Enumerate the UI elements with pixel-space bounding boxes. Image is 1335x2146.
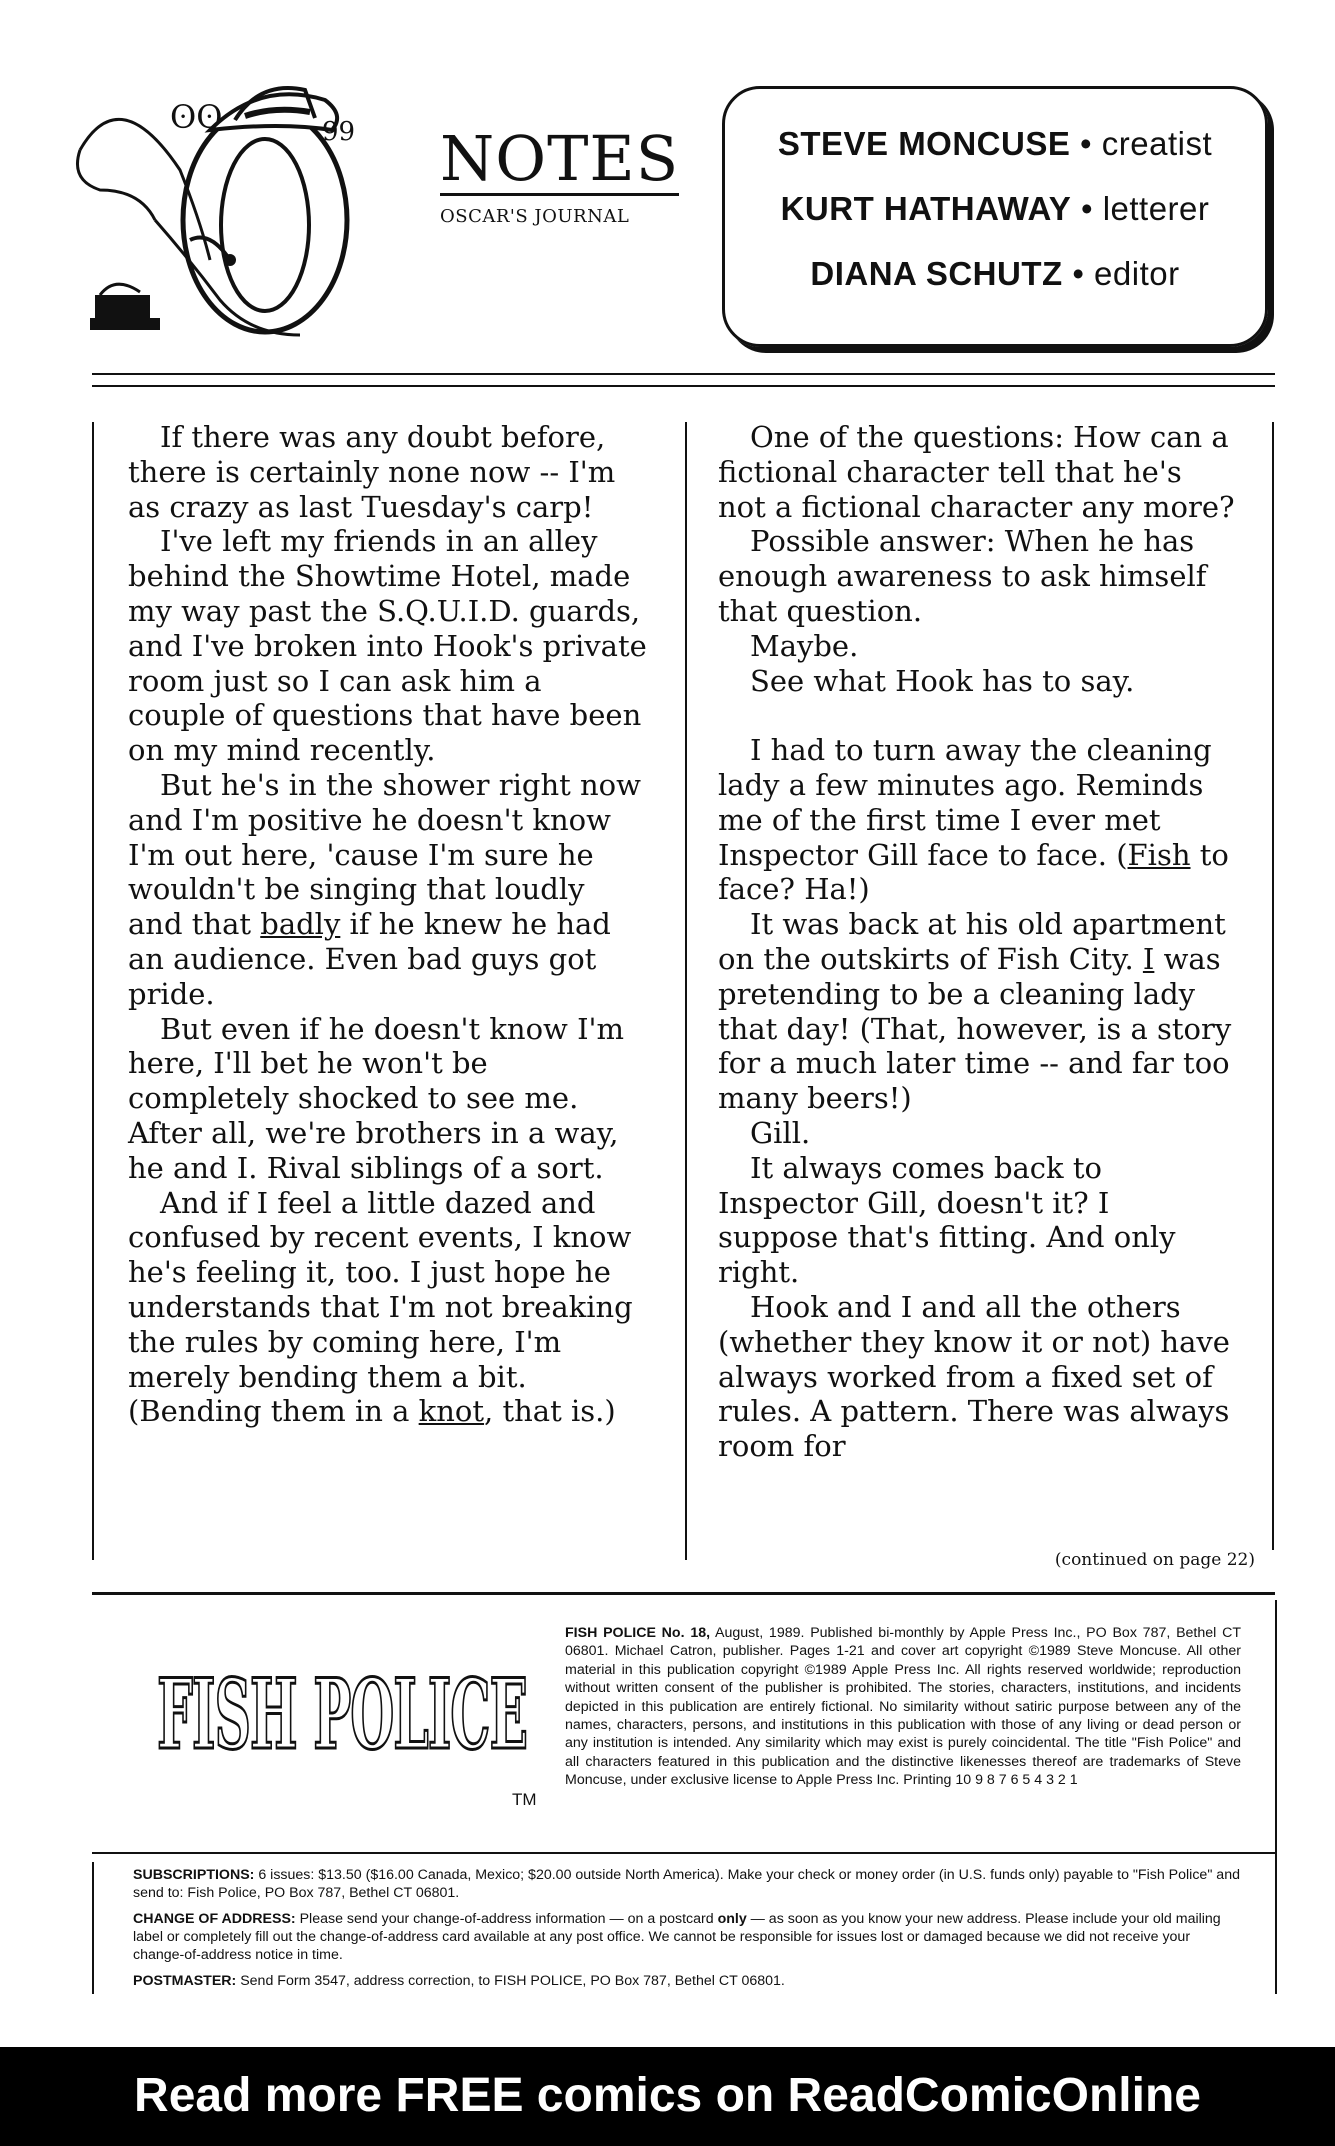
paragraph: It always comes back to Inspector Gill, doesn't it? I suppose that's fitting. And only right. — [718, 1150, 1176, 1290]
svg-text:ʘʘ: ʘʘ — [170, 98, 223, 136]
paragraph: Possible answer: When he has enough awareness to ask himself that question. — [718, 524, 1207, 628]
paragraph: I had to turn away the cleaning lady a few minutes ago. Reminds me of the first time I ever met Inspector Gill face to face. (Fish to face? Ha!) — [718, 733, 1229, 907]
continued-note: (continued on page 22) — [1054, 1550, 1255, 1570]
credit-line: STEVE MONCUSE • creatist — [777, 125, 1213, 162]
credits-box — [722, 86, 1268, 347]
paragraph: Hook and I and all the others (whether they know it or not) have always worked from a fixed set of rules. A pattern. There was always room for — [718, 1289, 1230, 1464]
footer-divider — [92, 1592, 1275, 1595]
trademark-mark: TM — [512, 1790, 537, 1809]
paragraph: One of the questions: How can a fictional character tell that he's not a fictional character any more? — [718, 420, 1235, 524]
svg-text:FISH POLICE: FISH POLICE — [157, 1658, 527, 1771]
header-divider — [92, 385, 1275, 387]
paragraph: See what Hook has to say. — [750, 663, 1135, 698]
paragraph: But even if he doesn't know I'm here, I'll bet he won't be completely shocked to see me. After all, we're brothers in a way, he and I. Rival siblings of a sort. — [128, 1011, 625, 1185]
column-rule — [1272, 422, 1274, 1550]
fish-police-logo — [150, 1630, 535, 1780]
paragraph: But he's in the shower right now and I'm positive he doesn't know I'm out here, 'cause I'm sure he wouldn't be singing that loudly and that badly if he knew he had an audience. Even bad guys got pride. — [128, 767, 641, 1011]
paragraph: Gill. — [750, 1115, 811, 1150]
page-title: NOTES — [440, 122, 680, 195]
column-rule — [685, 422, 687, 1560]
footer-divider — [92, 1852, 1275, 1854]
subscriptions-note: SUBSCRIPTIONS: 6 issues: $13.50 ($16.00 Canada, Mexico; $20.00 outside North America). Make your check or money order (in U.S. funds only) payable to "Fish Police" and send to: Fish Police, PO Box 787, Bethel CT 06801. — [133, 1867, 1240, 1901]
paragraph: It was back at his old apartment on the outskirts of Fish City. I was pretending to be a cleaning lady that day! (That, however, is a story for a much later time -- and far too many beers!) — [718, 907, 1232, 1116]
oscar-logo-icon — [60, 60, 400, 350]
paragraph: Maybe. — [750, 628, 859, 663]
header-divider — [92, 373, 1275, 375]
footer-rule — [92, 1862, 94, 1994]
footer-rule — [1275, 1600, 1277, 1994]
svg-text:99: 99 — [322, 117, 356, 147]
paragraph: And if I feel a little dazed and confused by recent events, I know he's feeling it, too. I just hope he understands that I'm not breaking the rules by coming here, I'm merely bending them a bit. (Bending them in a knot, that is.) — [128, 1185, 633, 1429]
column-rule — [92, 422, 94, 1560]
article-column-left — [128, 420, 648, 1429]
credit-line: DIANA SCHUTZ • editor — [810, 255, 1180, 292]
postmaster-note: POSTMASTER: Send Form 3547, address correction, to FISH POLICE, PO Box 787, Bethel CT 06801. — [133, 1973, 785, 1989]
credit-line: KURT HATHAWAY • letterer — [780, 190, 1210, 227]
paragraph: I've left my friends in an alley behind the Showtime Hotel, made my way past the S.Q.U.I.D. guards, and I've broken into Hook's private room just so I can ask him a couple of questions that have been on my mind recently. — [128, 524, 647, 768]
change-of-address-note: CHANGE OF ADDRESS: Please send your change-of-address information — on a postcard only — as soon as you know your new address. Please include your old mailing label or completely fill out the change-of-address card available at any post office. We cannot be responsible for issues lost or damaged because we did not receive your change-of-address notice in time. — [133, 1911, 1221, 1963]
paragraph: If there was any doubt before, there is certainly none now -- I'm as crazy as last Tuesday's carp! — [128, 420, 616, 524]
article-column-right — [718, 420, 1238, 1464]
page-subtitle: OSCAR'S JOURNAL — [440, 206, 630, 227]
promo-banner[interactable]: Read more FREE comics on ReadComicOnline — [0, 2047, 1335, 2146]
publication-indicia: FISH POLICE No. 18, August, 1989. Published bi-monthly by Apple Press Inc., PO Box 787, Bethel CT 06801. Michael Catron, publisher. Pages 1-21 and cover art copyright ©1989 Steve Moncuse. All other material in this publication copyright ©1989 Apple Press Inc. All rights reserved worldwide; reproduction without written consent of the publisher is prohibited. The stories, characters, institutions, and incidents depicted in this publication are entirely fictional. No similarity without satiric purpose between any of the names, characters, persons, and institutions in this publication with those of any living or dead person or any institution is intended. Any similarity which may exist is purely coincidental. The title "Fish Police" and all characters featured in this publication and the distinctive likenesses thereof are trademarks of Steve Moncuse, under exclusive license to Apple Press Inc. Printing 10 9 8 7 6 5 4 3 2 1 — [565, 1625, 1241, 1789]
